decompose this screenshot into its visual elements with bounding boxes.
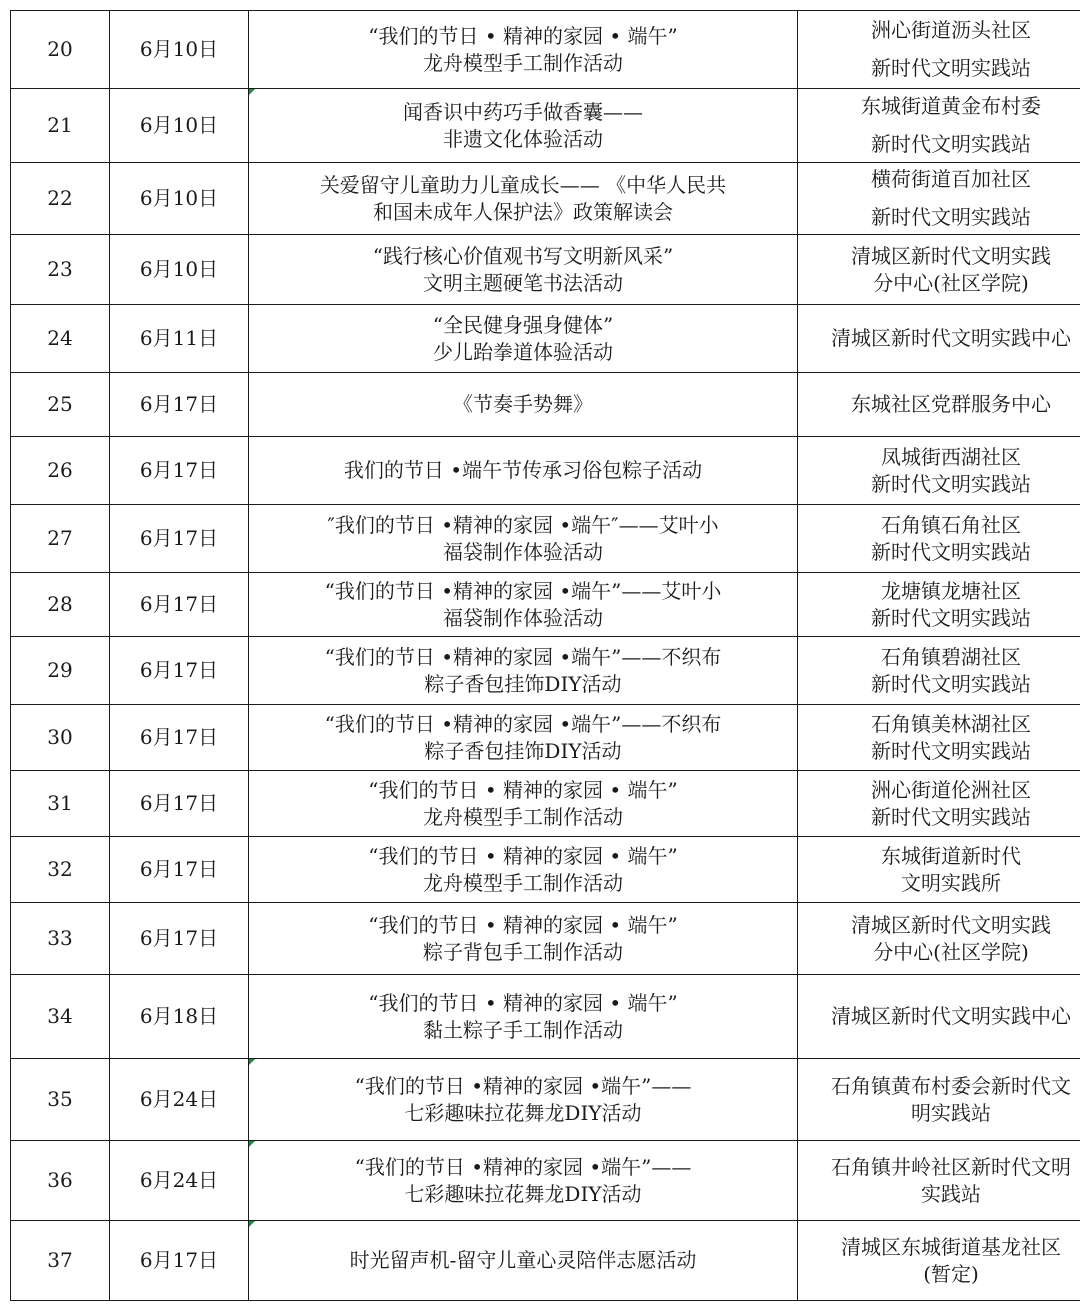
activity-location (798, 373, 1080, 437)
activity-location-line: 东城街道黄金布村委 (861, 94, 1041, 118)
activity-name-line: 《节奏手势舞》 (453, 392, 593, 416)
activity-location-line: 石角镇碧湖社区 (881, 644, 1021, 669)
table-row (11, 305, 1080, 373)
activity-name-line: 关爱留守儿童助力儿童成长—— 《中华人民共 (319, 172, 727, 197)
activity-name (249, 505, 798, 573)
activity-location (798, 437, 1080, 505)
activity-name (249, 1141, 798, 1221)
activity-date: 6月17日 (110, 1221, 249, 1301)
activity-name-line: 龙舟模型手工制作活动 (423, 50, 623, 75)
activity-name-line: 龙舟模型手工制作活动 (423, 804, 623, 829)
activity-date: 6月24日 (110, 1059, 249, 1141)
activity-location-line: 分中心(社区学院) (873, 939, 1029, 964)
activity-name (249, 89, 798, 163)
table-row (11, 637, 1080, 705)
activity-date: 6月17日 (110, 705, 249, 771)
activity-location (798, 903, 1080, 975)
activity-location (798, 235, 1080, 305)
activity-date: 6月24日 (110, 1141, 249, 1221)
activity-date: 6月17日 (110, 637, 249, 705)
table-row (11, 437, 1080, 505)
activity-name-line: 时光留声机-留守儿童心灵陪伴志愿活动 (349, 1248, 697, 1272)
activity-name-line: 粽子香包挂饰DIY活动 (424, 671, 622, 696)
activity-location-line: 新时代文明实践站 (871, 56, 1031, 80)
row-number: 34 (11, 975, 110, 1059)
activity-name-line: 福袋制作体验活动 (443, 539, 603, 564)
activity-location (798, 1141, 1080, 1221)
row-number: 37 (11, 1221, 110, 1301)
activity-location-line: 新时代文明实践站 (871, 671, 1031, 696)
activity-date: 6月17日 (110, 505, 249, 573)
activity-date: 6月17日 (110, 771, 249, 837)
activity-location-line: 清城区新时代文明实践 (851, 912, 1051, 937)
activity-name-line: “我们的节日 •精神的家园 •端午”—— (354, 1154, 692, 1179)
activity-location-line: 文明实践所 (901, 870, 1001, 895)
activity-location (798, 505, 1080, 573)
activity-location-line: 新时代文明实践站 (871, 738, 1031, 763)
activity-location (798, 305, 1080, 373)
table-row (11, 573, 1080, 637)
activity-name-line: “我们的节日 • 精神的家园 • 端午” (368, 23, 678, 48)
table-row (11, 705, 1080, 771)
row-number: 27 (11, 505, 110, 573)
activity-name (249, 1221, 798, 1301)
activity-name (249, 437, 798, 505)
table-row (11, 1221, 1080, 1301)
activity-name-line: 少儿跆拳道体验活动 (433, 339, 613, 364)
activity-location-line: 清城区新时代文明实践 (851, 243, 1051, 268)
activity-location (798, 1059, 1080, 1141)
activity-name-line: ″我们的节日 •精神的家园 •端午″——艾叶小 (327, 512, 719, 537)
activity-location-line: 横荷街道百加社区 (871, 167, 1031, 191)
activity-name (249, 305, 798, 373)
activity-location-line: 新时代文明实践站 (871, 804, 1031, 829)
activity-name-line: “我们的节日 •精神的家园 •端午”——不织布 (324, 711, 722, 736)
activity-location-line: 实践站 (921, 1181, 981, 1206)
row-number: 23 (11, 235, 110, 305)
table-row (11, 903, 1080, 975)
activity-name (249, 771, 798, 837)
activity-location (798, 771, 1080, 837)
activity-name-line: “我们的节日 •精神的家园 •端午”——不织布 (324, 644, 722, 669)
activity-date: 6月10日 (110, 163, 249, 235)
activity-location-line: 石角镇井岭社区新时代文明 (831, 1154, 1071, 1179)
activity-location-line: 新时代文明实践站 (871, 132, 1031, 156)
activity-date: 6月17日 (110, 437, 249, 505)
activity-location-line: 东城街道新时代 (881, 843, 1021, 868)
row-number: 24 (11, 305, 110, 373)
activity-location-line: 石角镇石角社区 (881, 512, 1021, 537)
activity-name (249, 11, 798, 89)
activity-location (798, 573, 1080, 637)
table-row (11, 505, 1080, 573)
activity-location-line: 新时代文明实践站 (871, 205, 1031, 229)
activity-name (249, 903, 798, 975)
activity-location-line: 洲心街道伦洲社区 (871, 777, 1031, 802)
row-number: 26 (11, 437, 110, 505)
activity-name-line: 七彩趣味拉花舞龙DIY活动 (404, 1100, 642, 1125)
table-row (11, 11, 1080, 89)
activity-date: 6月18日 (110, 975, 249, 1059)
activity-name-line: “全民健身强身健体” (432, 312, 614, 337)
activity-location (798, 837, 1080, 903)
row-number: 22 (11, 163, 110, 235)
activity-name (249, 975, 798, 1059)
activity-location-line: 清城区新时代文明实践中心 (831, 326, 1071, 350)
table-row (11, 89, 1080, 163)
activity-location-line: 新时代文明实践站 (871, 605, 1031, 630)
activity-name (249, 235, 798, 305)
activity-name (249, 637, 798, 705)
activity-location (798, 975, 1080, 1059)
row-number: 32 (11, 837, 110, 903)
activity-date: 6月10日 (110, 89, 249, 163)
activity-date: 6月10日 (110, 11, 249, 89)
activity-location (798, 637, 1080, 705)
activity-location-line: 清城区东城街道基龙社区 (841, 1234, 1061, 1259)
activity-name (249, 163, 798, 235)
activity-date: 6月17日 (110, 903, 249, 975)
activity-location (798, 705, 1080, 771)
activity-name-line: “我们的节日 •精神的家园 •端午”—— (354, 1073, 692, 1098)
activity-name (249, 1059, 798, 1141)
row-number: 20 (11, 11, 110, 89)
table-row (11, 837, 1080, 903)
row-number: 36 (11, 1141, 110, 1221)
activity-name-line: 七彩趣味拉花舞龙DIY活动 (404, 1181, 642, 1206)
row-number: 33 (11, 903, 110, 975)
activity-location-line: 明实践站 (911, 1100, 991, 1125)
activity-date: 6月17日 (110, 373, 249, 437)
activity-location-line: 东城社区党群服务中心 (851, 392, 1051, 416)
activity-location-line: 新时代文明实践站 (871, 539, 1031, 564)
activity-date: 6月17日 (110, 573, 249, 637)
row-number: 35 (11, 1059, 110, 1141)
activity-name (249, 373, 798, 437)
activity-location (798, 1221, 1080, 1301)
activity-name-line: 粽子香包挂饰DIY活动 (424, 738, 622, 763)
activity-location-line: 石角镇美林湖社区 (871, 711, 1031, 736)
row-number: 29 (11, 637, 110, 705)
table-row (11, 163, 1080, 235)
activity-location-line: 清城区新时代文明实践中心 (831, 1004, 1071, 1028)
activity-location-line: 凤城街西湖社区 (881, 444, 1021, 469)
activity-location-line: 新时代文明实践站 (871, 471, 1031, 496)
activity-name-line: “我们的节日 •精神的家园 •端午”——艾叶小 (324, 578, 722, 603)
activity-location-line: 分中心(社区学院) (873, 270, 1029, 295)
activity-location-line: 石角镇黄布村委会新时代文 (831, 1073, 1071, 1098)
activity-name-line: 闻香识中药巧手做香囊—— (403, 99, 643, 124)
activity-location (798, 89, 1080, 163)
activity-date: 6月17日 (110, 837, 249, 903)
row-number: 31 (11, 771, 110, 837)
row-number: 30 (11, 705, 110, 771)
activity-table (10, 10, 1080, 1301)
activity-name-line: “我们的节日 • 精神的家园 • 端午” (368, 777, 678, 802)
table-row (11, 1059, 1080, 1141)
activity-location-line: 龙塘镇龙塘社区 (881, 578, 1021, 603)
activity-name-line: 粽子背包手工制作活动 (423, 939, 623, 964)
activity-name-line: “践行核心价值观书写文明新风采” (372, 243, 674, 268)
activity-name-line: “我们的节日 • 精神的家园 • 端午” (368, 912, 678, 937)
table-row (11, 771, 1080, 837)
row-number: 25 (11, 373, 110, 437)
activity-name-line: 文明主题硬笔书法活动 (423, 270, 623, 295)
table-row (11, 235, 1080, 305)
activity-name-line: “我们的节日 • 精神的家园 • 端午” (368, 843, 678, 868)
activity-location (798, 11, 1080, 89)
activity-name (249, 573, 798, 637)
activity-name-line: 非遗文化体验活动 (443, 126, 603, 151)
activity-name (249, 705, 798, 771)
table-row (11, 1141, 1080, 1221)
row-number: 28 (11, 573, 110, 637)
activity-name (249, 837, 798, 903)
activity-name-line: 和国未成年人保护法》政策解读会 (373, 199, 673, 224)
activity-location-line: (暂定) (923, 1261, 979, 1286)
row-number: 21 (11, 89, 110, 163)
activity-name-line: “我们的节日 • 精神的家园 • 端午” (368, 990, 678, 1015)
activity-date: 6月10日 (110, 235, 249, 305)
activity-date: 6月11日 (110, 305, 249, 373)
table-row (11, 975, 1080, 1059)
activity-name-line: 我们的节日 •端午节传承习俗包粽子活动 (343, 458, 703, 482)
activity-name-line: 龙舟模型手工制作活动 (423, 870, 623, 895)
activity-name-line: 黏土粽子手工制作活动 (423, 1017, 623, 1042)
table-row (11, 373, 1080, 437)
activity-name-line: 福袋制作体验活动 (443, 605, 603, 630)
activity-location-line: 洲心街道沥头社区 (871, 18, 1031, 42)
activity-location (798, 163, 1080, 235)
